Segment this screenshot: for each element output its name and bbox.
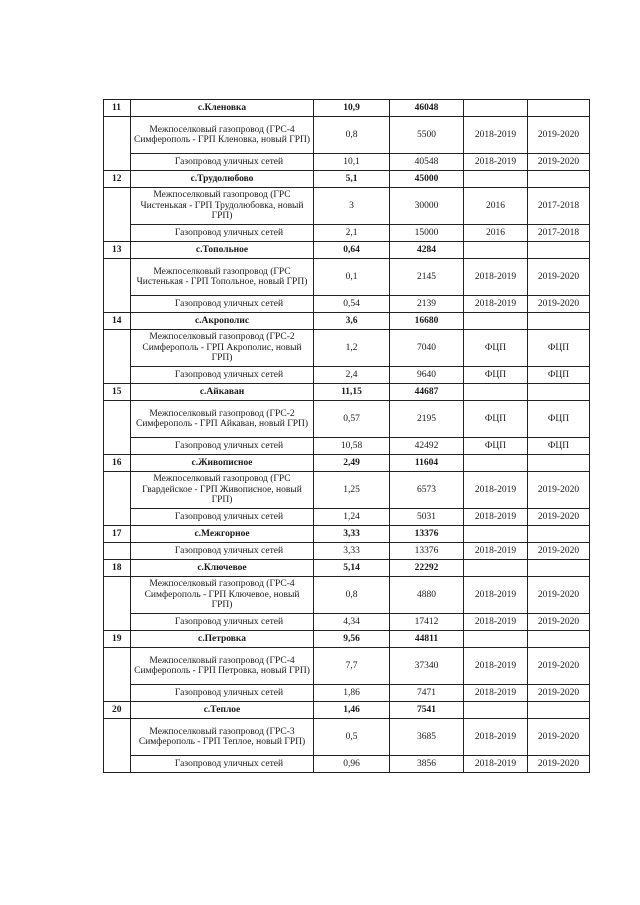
village-name: с.Межгорное <box>131 526 314 543</box>
start-period: 2018-2019 <box>464 154 528 171</box>
pipeline-length: 0,54 <box>314 296 390 313</box>
end-period: 2019-2020 <box>528 756 590 773</box>
interline-pipeline-row <box>104 719 590 756</box>
village-name: с.Кленовка <box>131 100 314 117</box>
start-period: 2016 <box>464 188 528 225</box>
pipeline-length: 2,49 <box>314 455 390 472</box>
interline-pipeline-row <box>104 330 590 367</box>
pipeline-cost: 44687 <box>390 384 464 401</box>
gas-pipeline-table <box>103 99 590 773</box>
start-period: ФЦП <box>464 367 528 384</box>
pipeline-length: 1,86 <box>314 685 390 702</box>
interline-pipeline-row <box>104 648 590 685</box>
pipeline-description: Межпоселковый газопровод (ГРС-4 Симферополь - ГРП Кленовка, новый ГРП) <box>131 117 314 154</box>
pipeline-description: Межпоселковый газопровод (ГРС Чистенькая - ГРП Трудолюбовка, новый ГРП) <box>131 188 314 225</box>
end-period: ФЦП <box>528 401 590 438</box>
end-period <box>528 455 590 472</box>
street-network-row <box>104 367 590 384</box>
pipeline-length: 2,1 <box>314 225 390 242</box>
street-network-row <box>104 154 590 171</box>
empty-number-cell <box>104 401 131 455</box>
end-period <box>528 384 590 401</box>
street-network-row <box>104 296 590 313</box>
empty-number-cell <box>104 330 131 384</box>
empty-number-cell <box>104 472 131 526</box>
village-name: с.Теплое <box>131 702 314 719</box>
row-number: 14 <box>104 313 131 330</box>
row-number: 11 <box>104 100 131 117</box>
pipeline-cost: 13376 <box>390 543 464 560</box>
pipeline-cost: 15000 <box>390 225 464 242</box>
village-row <box>104 100 590 117</box>
pipeline-length: 0,8 <box>314 577 390 614</box>
row-number: 17 <box>104 526 131 543</box>
village-name: с.Живописное <box>131 455 314 472</box>
start-period <box>464 384 528 401</box>
empty-number-cell <box>104 648 131 702</box>
pipeline-description: Газопровод уличных сетей <box>131 756 314 773</box>
pipeline-cost: 37340 <box>390 648 464 685</box>
pipeline-description: Межпоселковый газопровод (ГРС-2 Симферополь - ГРП Айкаван, новый ГРП) <box>131 401 314 438</box>
pipeline-cost: 7040 <box>390 330 464 367</box>
village-row <box>104 171 590 188</box>
pipeline-description: Межпоселковый газопровод (ГРС-4 Симферополь - ГРП Петровка, новый ГРП) <box>131 648 314 685</box>
start-period: 2018-2019 <box>464 685 528 702</box>
interline-pipeline-row <box>104 577 590 614</box>
pipeline-length: 11,15 <box>314 384 390 401</box>
end-period: ФЦП <box>528 330 590 367</box>
row-number: 12 <box>104 171 131 188</box>
village-name: с.Трудолюбово <box>131 171 314 188</box>
pipeline-cost: 4880 <box>390 577 464 614</box>
pipeline-length: 5,1 <box>314 171 390 188</box>
street-network-row <box>104 438 590 455</box>
pipeline-length: 10,9 <box>314 100 390 117</box>
pipeline-description: Газопровод уличных сетей <box>131 614 314 631</box>
start-period: ФЦП <box>464 330 528 367</box>
village-row <box>104 242 590 259</box>
pipeline-cost: 44811 <box>390 631 464 648</box>
pipeline-description: Газопровод уличных сетей <box>131 438 314 455</box>
pipeline-description: Межпоселковый газопровод (ГРС Гвардейское - ГРП Живописное, новый ГРП) <box>131 472 314 509</box>
start-period: 2018-2019 <box>464 543 528 560</box>
pipeline-length: 4,34 <box>314 614 390 631</box>
pipeline-cost: 5031 <box>390 509 464 526</box>
street-network-row <box>104 509 590 526</box>
pipeline-cost: 40548 <box>390 154 464 171</box>
start-period <box>464 526 528 543</box>
end-period <box>528 702 590 719</box>
end-period: 2019-2020 <box>528 577 590 614</box>
pipeline-cost: 42492 <box>390 438 464 455</box>
empty-number-cell <box>104 719 131 773</box>
start-period: 2018-2019 <box>464 756 528 773</box>
end-period <box>528 171 590 188</box>
pipeline-description: Газопровод уличных сетей <box>131 367 314 384</box>
row-number: 19 <box>104 631 131 648</box>
pipeline-cost: 13376 <box>390 526 464 543</box>
village-row <box>104 526 590 543</box>
table-body <box>104 100 590 773</box>
pipeline-length: 0,1 <box>314 259 390 296</box>
interline-pipeline-row <box>104 401 590 438</box>
end-period <box>528 526 590 543</box>
pipeline-length: 3,33 <box>314 526 390 543</box>
pipeline-cost: 2195 <box>390 401 464 438</box>
end-period: 2017-2018 <box>528 188 590 225</box>
street-network-row <box>104 543 590 560</box>
end-period: 2019-2020 <box>528 117 590 154</box>
start-period: 2018-2019 <box>464 117 528 154</box>
end-period: 2019-2020 <box>528 614 590 631</box>
street-network-row <box>104 756 590 773</box>
start-period: ФЦП <box>464 438 528 455</box>
village-name: с.Айкаван <box>131 384 314 401</box>
village-row <box>104 631 590 648</box>
start-period <box>464 242 528 259</box>
end-period: 2019-2020 <box>528 259 590 296</box>
start-period: 2018-2019 <box>464 259 528 296</box>
interline-pipeline-row <box>104 117 590 154</box>
village-name: с.Ключевое <box>131 560 314 577</box>
pipeline-description: Газопровод уличных сетей <box>131 685 314 702</box>
start-period: 2018-2019 <box>464 472 528 509</box>
start-period: 2018-2019 <box>464 296 528 313</box>
start-period: 2018-2019 <box>464 614 528 631</box>
start-period <box>464 702 528 719</box>
end-period: 2019-2020 <box>528 509 590 526</box>
end-period: ФЦП <box>528 367 590 384</box>
end-period <box>528 560 590 577</box>
pipeline-description: Межпоселковый газопровод (ГРС Чистенькая - ГРП Топольное, новый ГРП) <box>131 259 314 296</box>
pipeline-cost: 4284 <box>390 242 464 259</box>
pipeline-length: 5,14 <box>314 560 390 577</box>
interline-pipeline-row <box>104 259 590 296</box>
pipeline-description: Газопровод уличных сетей <box>131 296 314 313</box>
pipeline-description: Газопровод уличных сетей <box>131 543 314 560</box>
pipeline-description: Газопровод уличных сетей <box>131 154 314 171</box>
end-period: 2019-2020 <box>528 296 590 313</box>
end-period: 2019-2020 <box>528 154 590 171</box>
start-period: 2018-2019 <box>464 509 528 526</box>
end-period: 2019-2020 <box>528 543 590 560</box>
pipeline-description: Газопровод уличных сетей <box>131 509 314 526</box>
pipeline-length: 3 <box>314 188 390 225</box>
pipeline-length: 1,46 <box>314 702 390 719</box>
village-row <box>104 384 590 401</box>
pipeline-cost: 6573 <box>390 472 464 509</box>
pipeline-length: 0,96 <box>314 756 390 773</box>
pipeline-cost: 30000 <box>390 188 464 225</box>
pipeline-length: 0,57 <box>314 401 390 438</box>
end-period: 2019-2020 <box>528 648 590 685</box>
pipeline-length: 0,64 <box>314 242 390 259</box>
interline-pipeline-row <box>104 472 590 509</box>
pipeline-cost: 7471 <box>390 685 464 702</box>
village-name: с.Топольное <box>131 242 314 259</box>
pipeline-length: 0,5 <box>314 719 390 756</box>
pipeline-cost: 16680 <box>390 313 464 330</box>
row-number: 15 <box>104 384 131 401</box>
street-network-row <box>104 225 590 242</box>
pipeline-length: 1,25 <box>314 472 390 509</box>
start-period <box>464 560 528 577</box>
pipeline-length: 0,8 <box>314 117 390 154</box>
pipeline-cost: 9640 <box>390 367 464 384</box>
pipeline-cost: 3856 <box>390 756 464 773</box>
end-period: 2019-2020 <box>528 472 590 509</box>
row-number: 20 <box>104 702 131 719</box>
empty-number-cell <box>104 543 131 560</box>
start-period <box>464 631 528 648</box>
village-row <box>104 313 590 330</box>
pipeline-cost: 17412 <box>390 614 464 631</box>
pipeline-length: 3,33 <box>314 543 390 560</box>
start-period: 2018-2019 <box>464 577 528 614</box>
pipeline-length: 2,4 <box>314 367 390 384</box>
pipeline-cost: 46048 <box>390 100 464 117</box>
village-row <box>104 702 590 719</box>
pipeline-cost: 7541 <box>390 702 464 719</box>
start-period: 2018-2019 <box>464 719 528 756</box>
row-number: 16 <box>104 455 131 472</box>
street-network-row <box>104 685 590 702</box>
pipeline-cost: 11604 <box>390 455 464 472</box>
start-period: 2018-2019 <box>464 648 528 685</box>
end-period: 2017-2018 <box>528 225 590 242</box>
start-period <box>464 100 528 117</box>
empty-number-cell <box>104 117 131 171</box>
pipeline-cost: 5500 <box>390 117 464 154</box>
pipeline-description: Межпоселковый газопровод (ГРС-4 Симферополь - ГРП Ключевое, новый ГРП) <box>131 577 314 614</box>
pipeline-length: 3,6 <box>314 313 390 330</box>
interline-pipeline-row <box>104 188 590 225</box>
pipeline-cost: 22292 <box>390 560 464 577</box>
pipeline-description: Газопровод уличных сетей <box>131 225 314 242</box>
village-row <box>104 560 590 577</box>
start-period: 2016 <box>464 225 528 242</box>
end-period <box>528 100 590 117</box>
pipeline-length: 7,7 <box>314 648 390 685</box>
village-name: с.Акрополис <box>131 313 314 330</box>
pipeline-cost: 2139 <box>390 296 464 313</box>
end-period: ФЦП <box>528 438 590 455</box>
empty-number-cell <box>104 259 131 313</box>
pipeline-length: 10,58 <box>314 438 390 455</box>
empty-number-cell <box>104 577 131 631</box>
village-row <box>104 455 590 472</box>
pipeline-description: Межпоселковый газопровод (ГРС-3 Симферополь - ГРП Теплое, новый ГРП) <box>131 719 314 756</box>
pipeline-cost: 2145 <box>390 259 464 296</box>
pipeline-cost: 3685 <box>390 719 464 756</box>
end-period <box>528 631 590 648</box>
pipeline-length: 10,1 <box>314 154 390 171</box>
pipeline-length: 1,24 <box>314 509 390 526</box>
pipeline-cost: 45000 <box>390 171 464 188</box>
pipeline-length: 1,2 <box>314 330 390 367</box>
start-period <box>464 455 528 472</box>
end-period: 2019-2020 <box>528 719 590 756</box>
pipeline-length: 9,56 <box>314 631 390 648</box>
pipeline-description: Межпоселковый газопровод (ГРС-2 Симферополь - ГРП Акрополис, новый ГРП) <box>131 330 314 367</box>
start-period: ФЦП <box>464 401 528 438</box>
empty-number-cell <box>104 188 131 242</box>
village-name: с.Петровка <box>131 631 314 648</box>
row-number: 18 <box>104 560 131 577</box>
end-period <box>528 313 590 330</box>
end-period <box>528 242 590 259</box>
end-period: 2019-2020 <box>528 685 590 702</box>
street-network-row <box>104 614 590 631</box>
row-number: 13 <box>104 242 131 259</box>
start-period <box>464 171 528 188</box>
start-period <box>464 313 528 330</box>
